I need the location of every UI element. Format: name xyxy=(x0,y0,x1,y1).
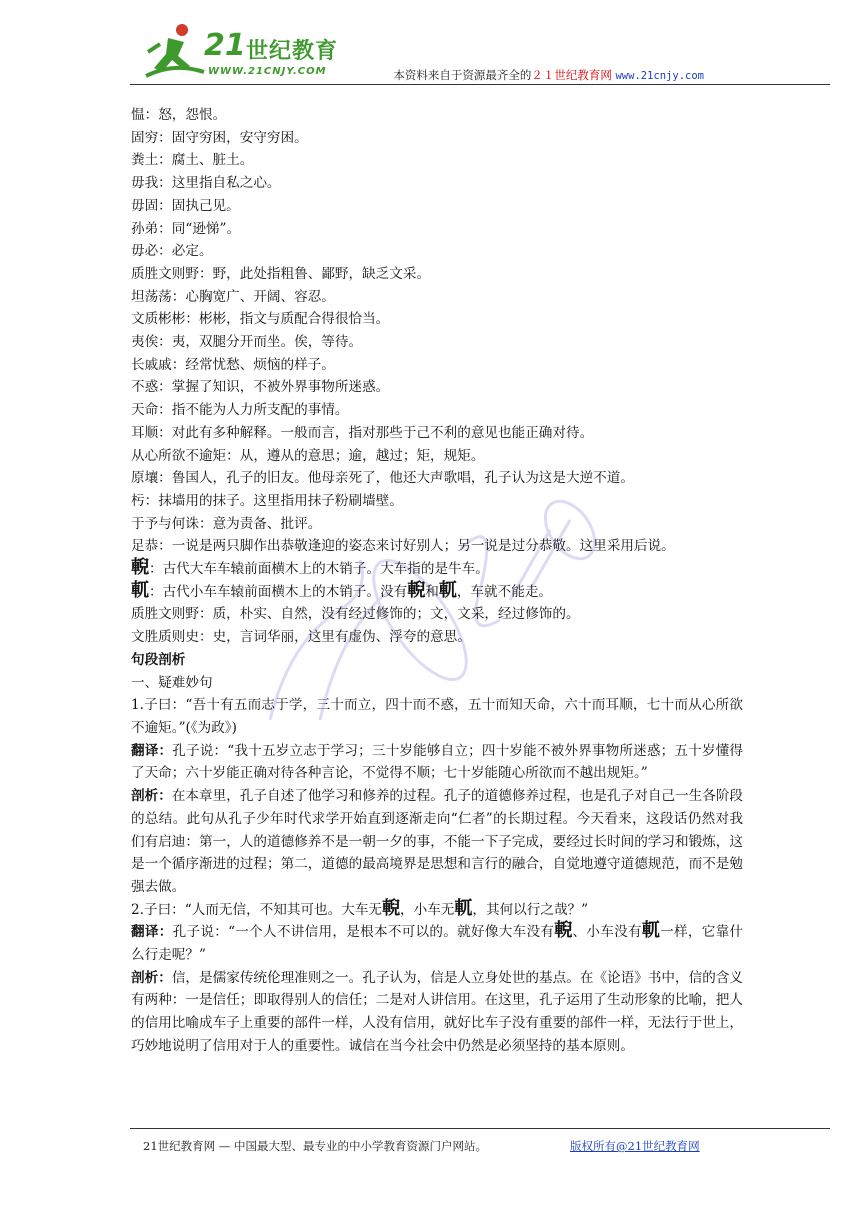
glossary-term: 毋必： xyxy=(131,243,172,260)
analysis-label: 剖析： xyxy=(131,969,172,986)
passage-1-translation xyxy=(131,740,743,785)
glossary-def: 同“逊悌”。 xyxy=(171,220,241,237)
header-source-prefix: 本资料来自于资源最齐全的 xyxy=(393,68,532,82)
glossary-item xyxy=(131,240,743,263)
glossary-term: 毋固： xyxy=(131,197,172,214)
passage-2-quote: 2.子曰：“人而无信，不知其可也。大车无輗，小车无軏，其何以行之哉？” xyxy=(131,897,589,919)
logo-url: WWW.21CNJY.COM xyxy=(208,66,327,77)
site-logo xyxy=(138,22,348,84)
passage-1-analysis xyxy=(131,785,743,899)
glossary-def: 夷，双腿分开而坐。俟，等待。 xyxy=(171,334,363,351)
analysis-text: 在本章里，孔子自述了他学习和修养的过程。孔子的道德修养过程，也是孔子对自己一生各阶段的总结。此句从孔子少年时代求学开始直到逐渐走向“仁者”的长期过程。今天看来，这段话仍然对我们有启迪：第一，人的道德修养不是一朝一夕的事，不能一下子完成，要经过长时间的学习和锻炼，这是一个循序渐进的过程；第二，道德的最高境界是思想和言行的融合，自觉地遵守道德规范，而不是勉强去做。 xyxy=(131,788,744,895)
glossary-term: 文胜质则史： xyxy=(131,629,213,646)
glossary-tail-list xyxy=(131,603,743,648)
glossary-item xyxy=(131,376,743,399)
glossary-term: 质胜文则野： xyxy=(131,265,213,282)
glossary-item xyxy=(131,603,743,626)
glossary-list xyxy=(131,104,743,558)
analysis-label: 剖析： xyxy=(131,788,172,805)
glossary-item xyxy=(131,127,743,150)
glossary-term: 质胜文则野： xyxy=(131,606,213,623)
glossary-term: 輗 xyxy=(131,557,149,579)
glossary-item xyxy=(131,263,743,286)
passage-2-analysis xyxy=(131,967,743,1058)
logo-number: 21 xyxy=(204,28,246,63)
glossary-term: 天命： xyxy=(131,402,172,419)
glossary-def: 掌握了知识，不被外界事物所迷惑。 xyxy=(171,379,390,396)
glossary-def: 固执己见。 xyxy=(171,197,240,214)
glossary-term: 原壤： xyxy=(131,470,172,487)
translation-text: 孔子说：“我十五岁立志于学习；三十岁能够自立；四十岁能不被外界事物所迷惑；五十岁懂得了天命；六十岁能正确对待各种言论，不觉得不顺；七十岁能随心所欲而不越出规矩。” xyxy=(131,742,744,782)
glossary-def: 必定。 xyxy=(171,243,213,260)
header-source-url[interactable]: www.21cnjy.com xyxy=(615,70,704,82)
yue-char: 軏 xyxy=(438,579,457,601)
header-source xyxy=(393,67,704,83)
header-source-brand: ２１世纪教育网 xyxy=(531,68,612,82)
glossary-term: 杇： xyxy=(131,492,159,509)
glossary-term: 坦荡荡： xyxy=(131,288,186,305)
glossary-item xyxy=(131,218,743,241)
glossary-item xyxy=(131,513,743,536)
glossary-def: ，车就不能走。 xyxy=(456,583,553,600)
glossary-def: 野，此处指粗鲁、鄙野，缺乏文采。 xyxy=(212,265,431,282)
glossary-item xyxy=(131,354,743,377)
glossary-def: ：古代小车车辕前面横木上的木销子。没有 xyxy=(149,583,408,600)
header-divider xyxy=(130,84,830,85)
copyright-link[interactable]: 版权所有@21世纪教育网 xyxy=(570,1139,700,1153)
glossary-item xyxy=(131,535,743,558)
glossary-item xyxy=(131,490,743,513)
glossary-term: 夷俟： xyxy=(131,334,172,351)
page-footer xyxy=(130,1128,830,1153)
glossary-def: 从，遵从的意思；逾，越过；矩，规矩。 xyxy=(239,447,485,464)
glossary-item xyxy=(131,149,743,172)
translation-label: 翻译： xyxy=(131,742,173,759)
glossary-def: 彬彬，指文与质配合得很恰当。 xyxy=(198,311,390,328)
glossary-term: 粪土： xyxy=(131,152,172,169)
glossary-def: 固守穷困，安守穷困。 xyxy=(171,129,308,146)
runner-logo-icon xyxy=(138,22,208,84)
glossary-item xyxy=(131,626,743,649)
footer-text: 21世纪教育网 — 中国最大型、最专业的中小学教育资源门户网站。 xyxy=(143,1139,487,1153)
passage-2-translation: 翻译：孔子说：“一个人不讲信用，是根本不可以的。就好像大车没有輗、小车没有軏一样，它靠什么行走呢？” xyxy=(131,920,744,964)
glossary-term: 从心所欲不逾矩： xyxy=(131,447,240,464)
glossary-item-ni xyxy=(131,558,743,581)
translation-label: 翻译： xyxy=(131,924,173,941)
analysis-text: 信，是儒家传统伦理准则之一。孔子认为，信是人立身处世的基点。在《论语》书中，信的含义有两种：一是信任；即取得别人的信任；二是对人讲信用。在这里，孔子运用了生动形象的比喻，把人的信用比喻成车子上重要的部件一样，人没有信用，就好比车子没有重要的部件一样，无法行于世上，巧妙地说明了信用对于人的重要性。诚信在当今社会中仍然是必须坚持的基本原则。 xyxy=(131,969,744,1054)
glossary-def: 抹墙用的抹子。这里指用抹子粉刷墙壁。 xyxy=(158,492,403,509)
glossary-def: 质，朴实、自然，没有经过修饰的；文，文采，经过修饰的。 xyxy=(212,606,580,623)
glossary-item xyxy=(131,195,743,218)
yue-char: 軏 xyxy=(641,920,661,942)
ni-char: 輗 xyxy=(407,579,426,601)
glossary-item xyxy=(131,172,743,195)
footer-divider xyxy=(130,1128,830,1129)
glossary-term: 孙弟： xyxy=(131,220,172,237)
glossary-item-yue xyxy=(131,581,743,604)
document-body xyxy=(131,104,743,1058)
glossary-def: 意为责备、批评。 xyxy=(212,515,322,532)
glossary-item xyxy=(131,422,743,445)
ni-char: 輗 xyxy=(554,920,573,942)
glossary-item xyxy=(131,445,743,468)
glossary-term: 毋我： xyxy=(131,175,172,192)
glossary-item xyxy=(131,308,743,331)
subsection-title: 一、疑难妙句 xyxy=(131,674,213,691)
glossary-item xyxy=(131,467,743,490)
glossary-item xyxy=(131,104,743,127)
glossary-term: 固穷： xyxy=(131,129,172,146)
ni-char: 輗 xyxy=(382,897,401,919)
glossary-term: 軏 xyxy=(131,579,149,601)
glossary-item xyxy=(131,286,743,309)
glossary-def: 指不能为人力所支配的事情。 xyxy=(171,402,349,419)
glossary-def: 腐土、脏土。 xyxy=(171,152,254,169)
page-header xyxy=(130,22,830,86)
logo-text: 世纪教育 xyxy=(246,39,339,64)
glossary-term: 耳顺： xyxy=(131,424,172,441)
yue-char: 軏 xyxy=(454,897,473,919)
glossary-item xyxy=(131,399,743,422)
glossary-term: 足恭： xyxy=(131,538,172,555)
glossary-def: 史，言词华丽，这里有虚伪、浮夸的意思。 xyxy=(212,629,471,646)
glossary-term: 长戚戚： xyxy=(131,356,186,373)
glossary-term: 于予与何诛： xyxy=(131,515,213,532)
he-char: 和 xyxy=(425,583,439,600)
glossary-def: 对此有多种解释。一般而言，指对那些于己不利的意见也能正确对待。 xyxy=(171,424,594,441)
glossary-term: 文质彬彬： xyxy=(131,311,199,328)
glossary-def: ：古代大车车辕前面横木上的木销子。大车指的是牛车。 xyxy=(149,561,489,578)
section-title: 句段剖析 xyxy=(131,651,186,668)
glossary-def: 心胸宽广、开阔、容忍。 xyxy=(185,288,335,305)
glossary-term: 不惑： xyxy=(131,379,172,396)
glossary-def: 鲁国人，孔子的旧友。他母亲死了，他还大声歌唱，孔子认为这是大逆不道。 xyxy=(171,470,634,487)
glossary-term: 愠： xyxy=(131,107,159,123)
glossary-def: 这里指自私之心。 xyxy=(171,175,281,192)
glossary-item xyxy=(131,331,743,354)
glossary-def: 经常忧愁、烦恼的样子。 xyxy=(185,356,335,373)
glossary-def: 怒，怨恨。 xyxy=(158,107,227,123)
glossary-def: 一说是两只脚作出恭敬逢迎的姿态来讨好别人；另一说是过分恭敬。这里采用后说。 xyxy=(171,538,675,555)
passage-1-quote: 1.子曰：“吾十有五而志于学，三十而立，四十而不惑，五十而知天命，六十而耳顺，七十而从心所欲不逾矩。”(《为政》) xyxy=(131,697,743,736)
